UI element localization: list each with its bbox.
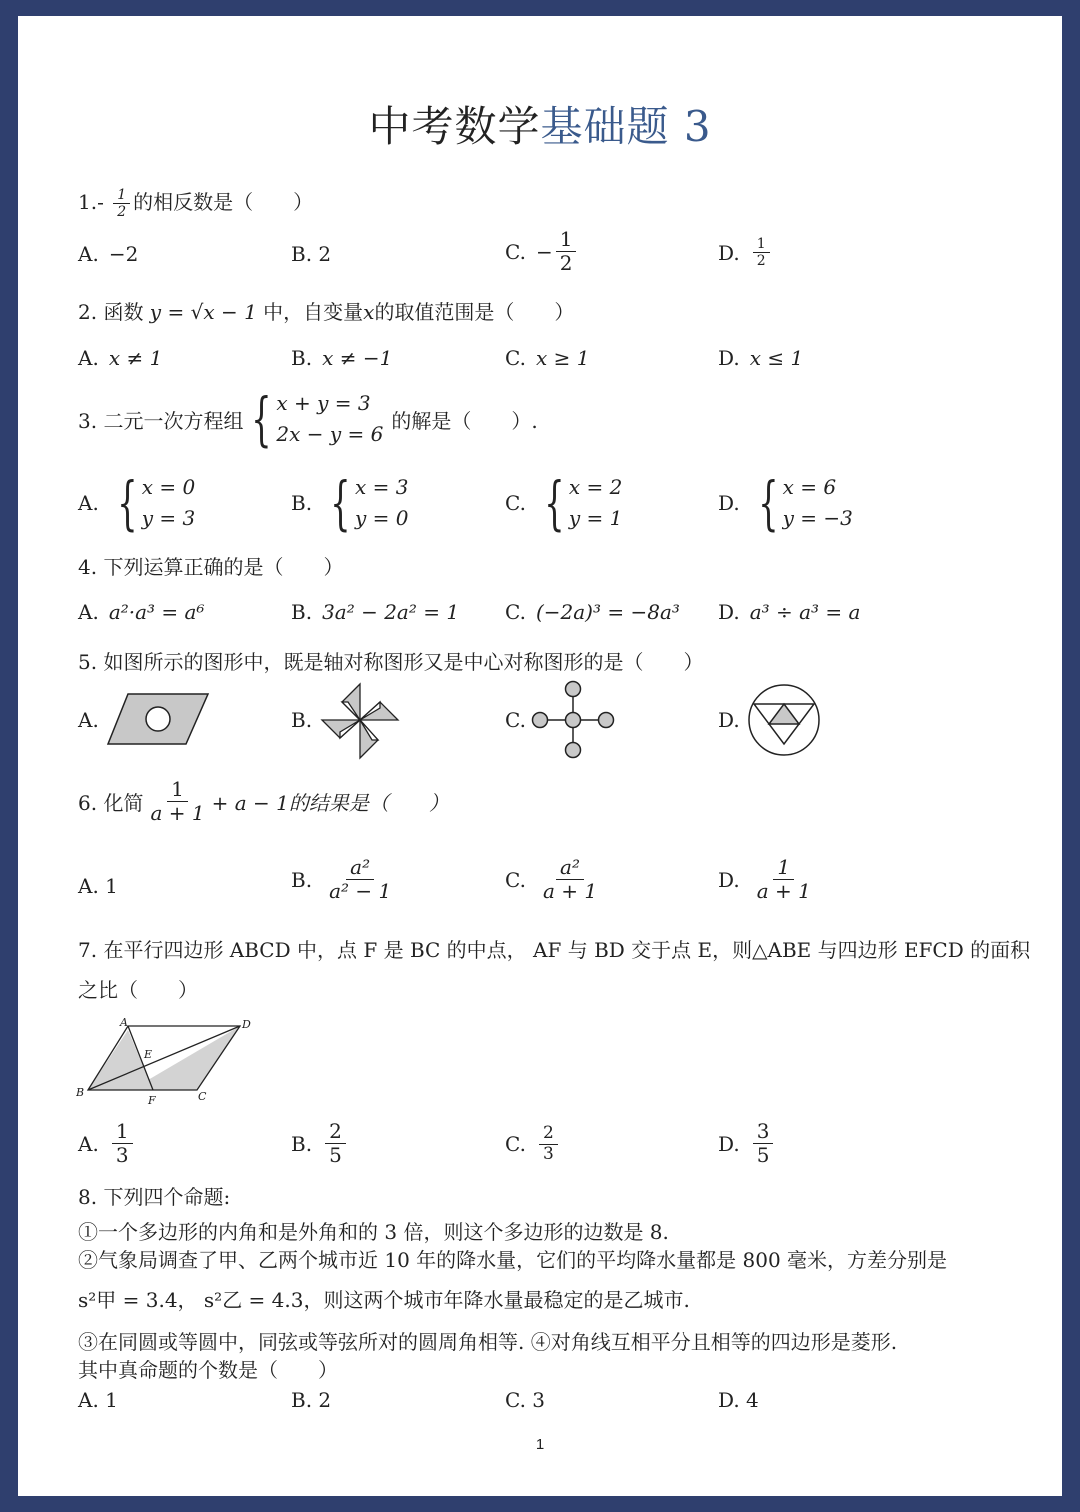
- q3-option-b: B. { x = 3 y = 0: [291, 469, 409, 537]
- q6-fraction: $\frac{1}{a + 1}$: [150, 777, 205, 825]
- label-c: C: [198, 1090, 207, 1103]
- q6-option-d: D. $\frac{1}{a + 1}$: [718, 855, 811, 903]
- q7-option-c: C. $\frac{2}{3}$: [505, 1124, 561, 1164]
- q1-option-d: D. $\frac{1}{2}$: [718, 236, 773, 269]
- q1-prefix: 1.-: [78, 190, 111, 214]
- q1-fraction: $\frac{1}{2}$: [113, 187, 130, 220]
- label-b: B: [76, 1086, 85, 1099]
- q6-option-b: B. $\frac{\text{a²}}{\text{a² − 1}}$: [291, 855, 392, 903]
- q8-statement-2-cont: s²甲 = 3.4， s²乙 = 4.3，则这两个城市年降水量最稳定的是乙城市.: [78, 1288, 690, 1312]
- q7-option-a: A. $\frac{1}{3}$: [78, 1120, 136, 1167]
- title-part-2: 基础题 3: [540, 102, 712, 151]
- label-f: F: [148, 1094, 156, 1107]
- q8-option-b: B. 2: [291, 1388, 332, 1412]
- question-7-line-2: 之比（ ）: [78, 978, 198, 1002]
- q8-question: 其中真命题的个数是（ ）: [78, 1358, 338, 1382]
- q6-option-a: A. 1: [78, 874, 118, 898]
- q8-option-a: A. 1: [78, 1388, 118, 1412]
- q3-option-d: D. { x = 6 y = −3: [718, 469, 853, 537]
- q5-option-d: D.: [718, 708, 740, 732]
- q2-option-b: B. x ≠ −1: [291, 346, 393, 370]
- q8-option-d: D. 4: [718, 1388, 759, 1412]
- q7-option-d: D. $\frac{3}{5}$: [718, 1120, 776, 1167]
- q2-option-d: D. x ≤ 1: [718, 346, 804, 370]
- pinwheel-icon: [318, 682, 402, 762]
- question-5: 5. 如图所示的图形中，既是轴对称图形又是中心对称图形的是（ ）: [78, 650, 704, 674]
- triangle-in-circle-icon: [746, 682, 822, 758]
- cross-of-circles-icon: [530, 680, 616, 760]
- question-7-line-1: 7. 在平行四边形 ABCD 中，点 F 是 BC 的中点， AF 与 BD 交于点 E，则△ABE 与四边形 EFCD 的面积: [78, 938, 1031, 962]
- q1-option-b: B. 2: [291, 242, 332, 266]
- q2-option-c: C. x ≥ 1: [505, 346, 590, 370]
- q7-option-b: B. $\frac{2}{5}$: [291, 1120, 349, 1167]
- question-8: 8. 下列四个命题:: [78, 1185, 231, 1209]
- q4-option-b: B. 3a² − 2a² = 1: [291, 600, 460, 624]
- q8-statement-3-4: ③在同圆或等圆中，同弦或等弦所对的圆周角相等. ④对角线互相平分且相等的四边形是菱形.: [78, 1330, 898, 1354]
- q1-text: 的相反数是（ ）: [133, 190, 314, 214]
- q5-option-c: C.: [505, 708, 526, 732]
- label-e: E: [144, 1048, 153, 1061]
- question-3: 3. 二元一次方程组 { x + y = 3 2x − y = 6 的解是（ ）.: [78, 385, 538, 453]
- q4-option-c: C. (−2a)³ = −8a³: [505, 600, 680, 624]
- q2-function: y = √x − 1: [149, 300, 257, 324]
- q6-option-c: C. $\frac{\text{a²}}{a + 1}$: [505, 855, 598, 903]
- question-4: 4. 下列运算正确的是（ ）: [78, 555, 344, 579]
- label-a: A: [120, 1016, 128, 1029]
- q1-option-c: C. − $\frac{1}{2}$: [505, 228, 579, 275]
- q5-option-a: A.: [78, 708, 99, 732]
- page-number: 1: [535, 1436, 545, 1453]
- q5-option-b: B.: [291, 708, 313, 732]
- q3-option-a: A. { x = 0 y = 3: [78, 469, 196, 537]
- label-d: D: [242, 1018, 251, 1031]
- q4-option-a: A. a²·a³ = a⁶: [78, 600, 205, 624]
- q8-option-c: C. 3: [505, 1388, 546, 1412]
- worksheet-page: [18, 16, 1062, 1496]
- title-part-1: 中考数学: [368, 102, 541, 151]
- q3-option-c: C. { x = 2 y = 1: [505, 469, 623, 537]
- parallelogram-abcd-diagram: [76, 1016, 256, 1108]
- q4-option-d: D. a³ ÷ a³ = a: [718, 600, 861, 624]
- question-6: 6. 化简 $\frac{1}{a + 1}$ + a − 1的结果是（ ）: [78, 777, 449, 825]
- q3-equation-system: { x + y = 3 2x − y = 6: [251, 385, 384, 453]
- q1-option-a: A. −2: [78, 242, 139, 266]
- question-1: [78, 186, 313, 220]
- page-title: [18, 94, 1062, 154]
- q8-statement-2: ②气象局调查了甲、乙两个城市近 10 年的降水量，它们的平均降水量都是 800 毫米，方差分别是: [78, 1248, 948, 1272]
- q2-option-a: A. x ≠ 1: [78, 346, 163, 370]
- question-2: 2. 函数 y = √x − 1 中，自变量x的取值范围是（ ）: [78, 300, 575, 324]
- q8-statement-1: ①一个多边形的内角和是外角和的 3 倍，则这个多边形的边数是 8.: [78, 1220, 669, 1244]
- parallelogram-with-hole-icon: [106, 692, 210, 746]
